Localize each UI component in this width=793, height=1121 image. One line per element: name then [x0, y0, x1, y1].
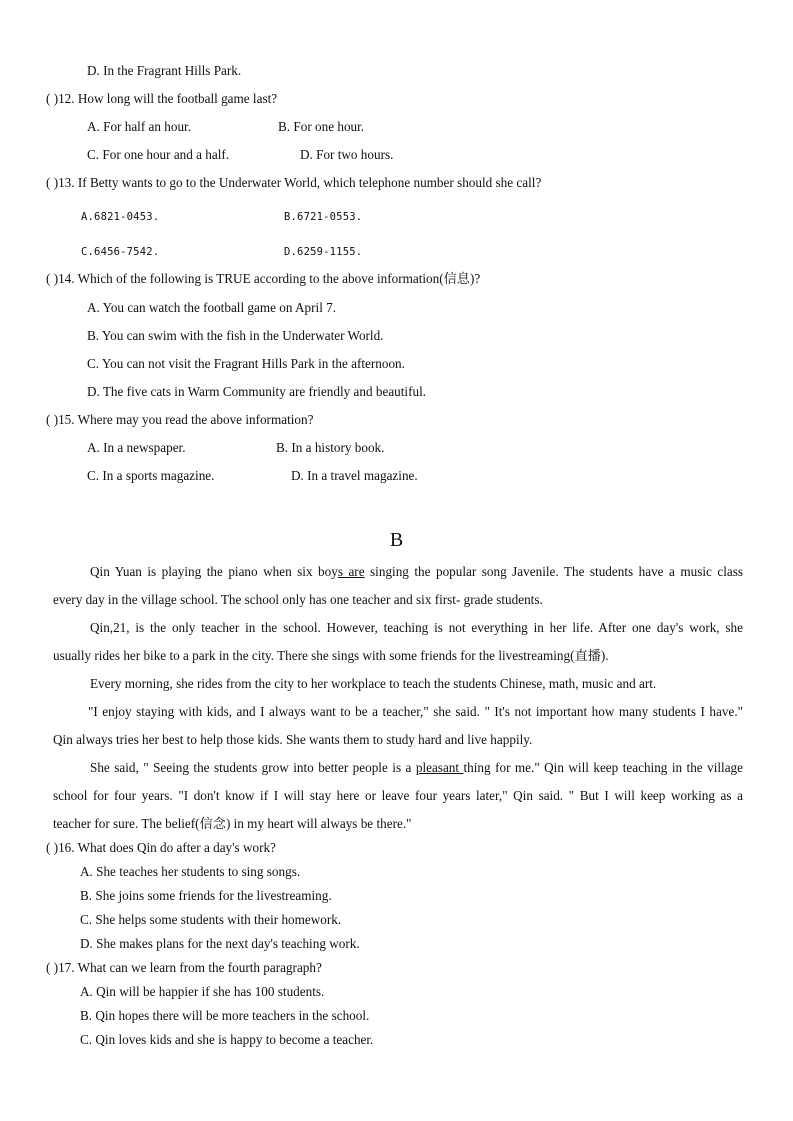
passage-p1-line2: every day in the village school. The school only has one teacher and six first- grade students.: [53, 592, 543, 607]
q12-option-a: A. For half an hour.: [87, 119, 192, 134]
q14-option-c: C. You can not visit the Fragrant Hills Park in the afternoon.: [87, 356, 405, 371]
q13-option-c: C.6456-7542.: [81, 246, 160, 258]
q17-option-a: A. Qin will be happier if she has 100 students.: [80, 984, 325, 999]
q15-option-d: D. In a travel magazine.: [291, 468, 418, 483]
q16-option-d: D. She makes plans for the next day's teaching work.: [80, 936, 360, 951]
q12-stem: ( )12. How long will the football game last?: [46, 91, 278, 106]
q12-option-b: B. For one hour.: [278, 119, 365, 134]
passage-p4-line1: "I enjoy staying with kids, and I always want to be a teacher," she said. " It's not important how many students I have.": [88, 704, 743, 719]
q14-option-a: A. You can watch the football game on April 7.: [87, 300, 337, 315]
passage-p5-line3: teacher for sure. The belief(信念) in my heart will always be there.": [53, 816, 412, 831]
q17-stem: ( )17. What can we learn from the fourth paragraph?: [46, 960, 322, 975]
q12-option-d: D. For two hours.: [300, 147, 394, 162]
q15-option-c: C. In a sports magazine.: [87, 468, 215, 483]
passage-p3-line1: Every morning, she rides from the city to her workplace to teach the students Chinese, math, music and art.: [90, 676, 657, 691]
passage-p1-line1: Qin Yuan is playing the piano when six boys are singing the popular song Javenile. The students have a music class: [90, 564, 743, 579]
underlined-text: s are: [337, 564, 365, 579]
q14-stem: ( )14. Which of the following is TRUE according to the above information(信息)?: [46, 271, 481, 286]
q13-stem: ( )13. If Betty wants to go to the Underwater World, which telephone number should she call?: [46, 175, 542, 190]
q15-option-a: A. In a newspaper.: [87, 440, 186, 455]
q13-option-b: B.6721-0553.: [284, 211, 363, 223]
passage-p4-line2: Qin always tries her best to help those kids. She wants them to study hard and live happily.: [53, 732, 533, 747]
q12-option-c: C. For one hour and a half.: [87, 147, 230, 162]
q13-option-d: D.6259-1155.: [284, 246, 363, 258]
passage-p2-line1: Qin,21, is the only teacher in the school. However, teaching is not everything in her life. After one day's work, she: [90, 620, 743, 635]
passage-p2-line2: usually rides her bike to a park in the city. There she sings with some friends for the livestreaming(直播).: [53, 648, 609, 663]
passage-p5-line2: school for four years. "I don't know if I will stay here or leave four years later," Qin said. " But I will keep working as a: [53, 788, 743, 803]
passage-p5-line1: She said, " Seeing the students grow into better people is a pleasant thing for me." Qin will keep teaching in the village: [90, 760, 744, 775]
section-b-heading: B: [389, 529, 404, 551]
q15-option-b: B. In a history book.: [276, 440, 385, 455]
q17-option-b: B. Qin hopes there will be more teachers in the school.: [80, 1008, 370, 1023]
q15-stem: ( )15. Where may you read the above information?: [46, 412, 314, 427]
underlined-word: pleasant: [415, 760, 464, 775]
q16-stem: ( )16. What does Qin do after a day's work?: [46, 840, 276, 855]
q14-option-b: B. You can swim with the fish in the Underwater World.: [87, 328, 384, 343]
q13-option-a: A.6821-0453.: [81, 211, 160, 223]
q11-option-d: D. In the Fragrant Hills Park.: [87, 63, 242, 78]
q14-option-d: D. The five cats in Warm Community are friendly and beautiful.: [87, 384, 427, 399]
q17-option-c: C. Qin loves kids and she is happy to become a teacher.: [80, 1032, 374, 1047]
q16-option-a: A. She teaches her students to sing songs.: [80, 864, 301, 879]
q16-option-b: B. She joins some friends for the livestreaming.: [80, 888, 332, 903]
q16-option-c: C. She helps some students with their homework.: [80, 912, 342, 927]
